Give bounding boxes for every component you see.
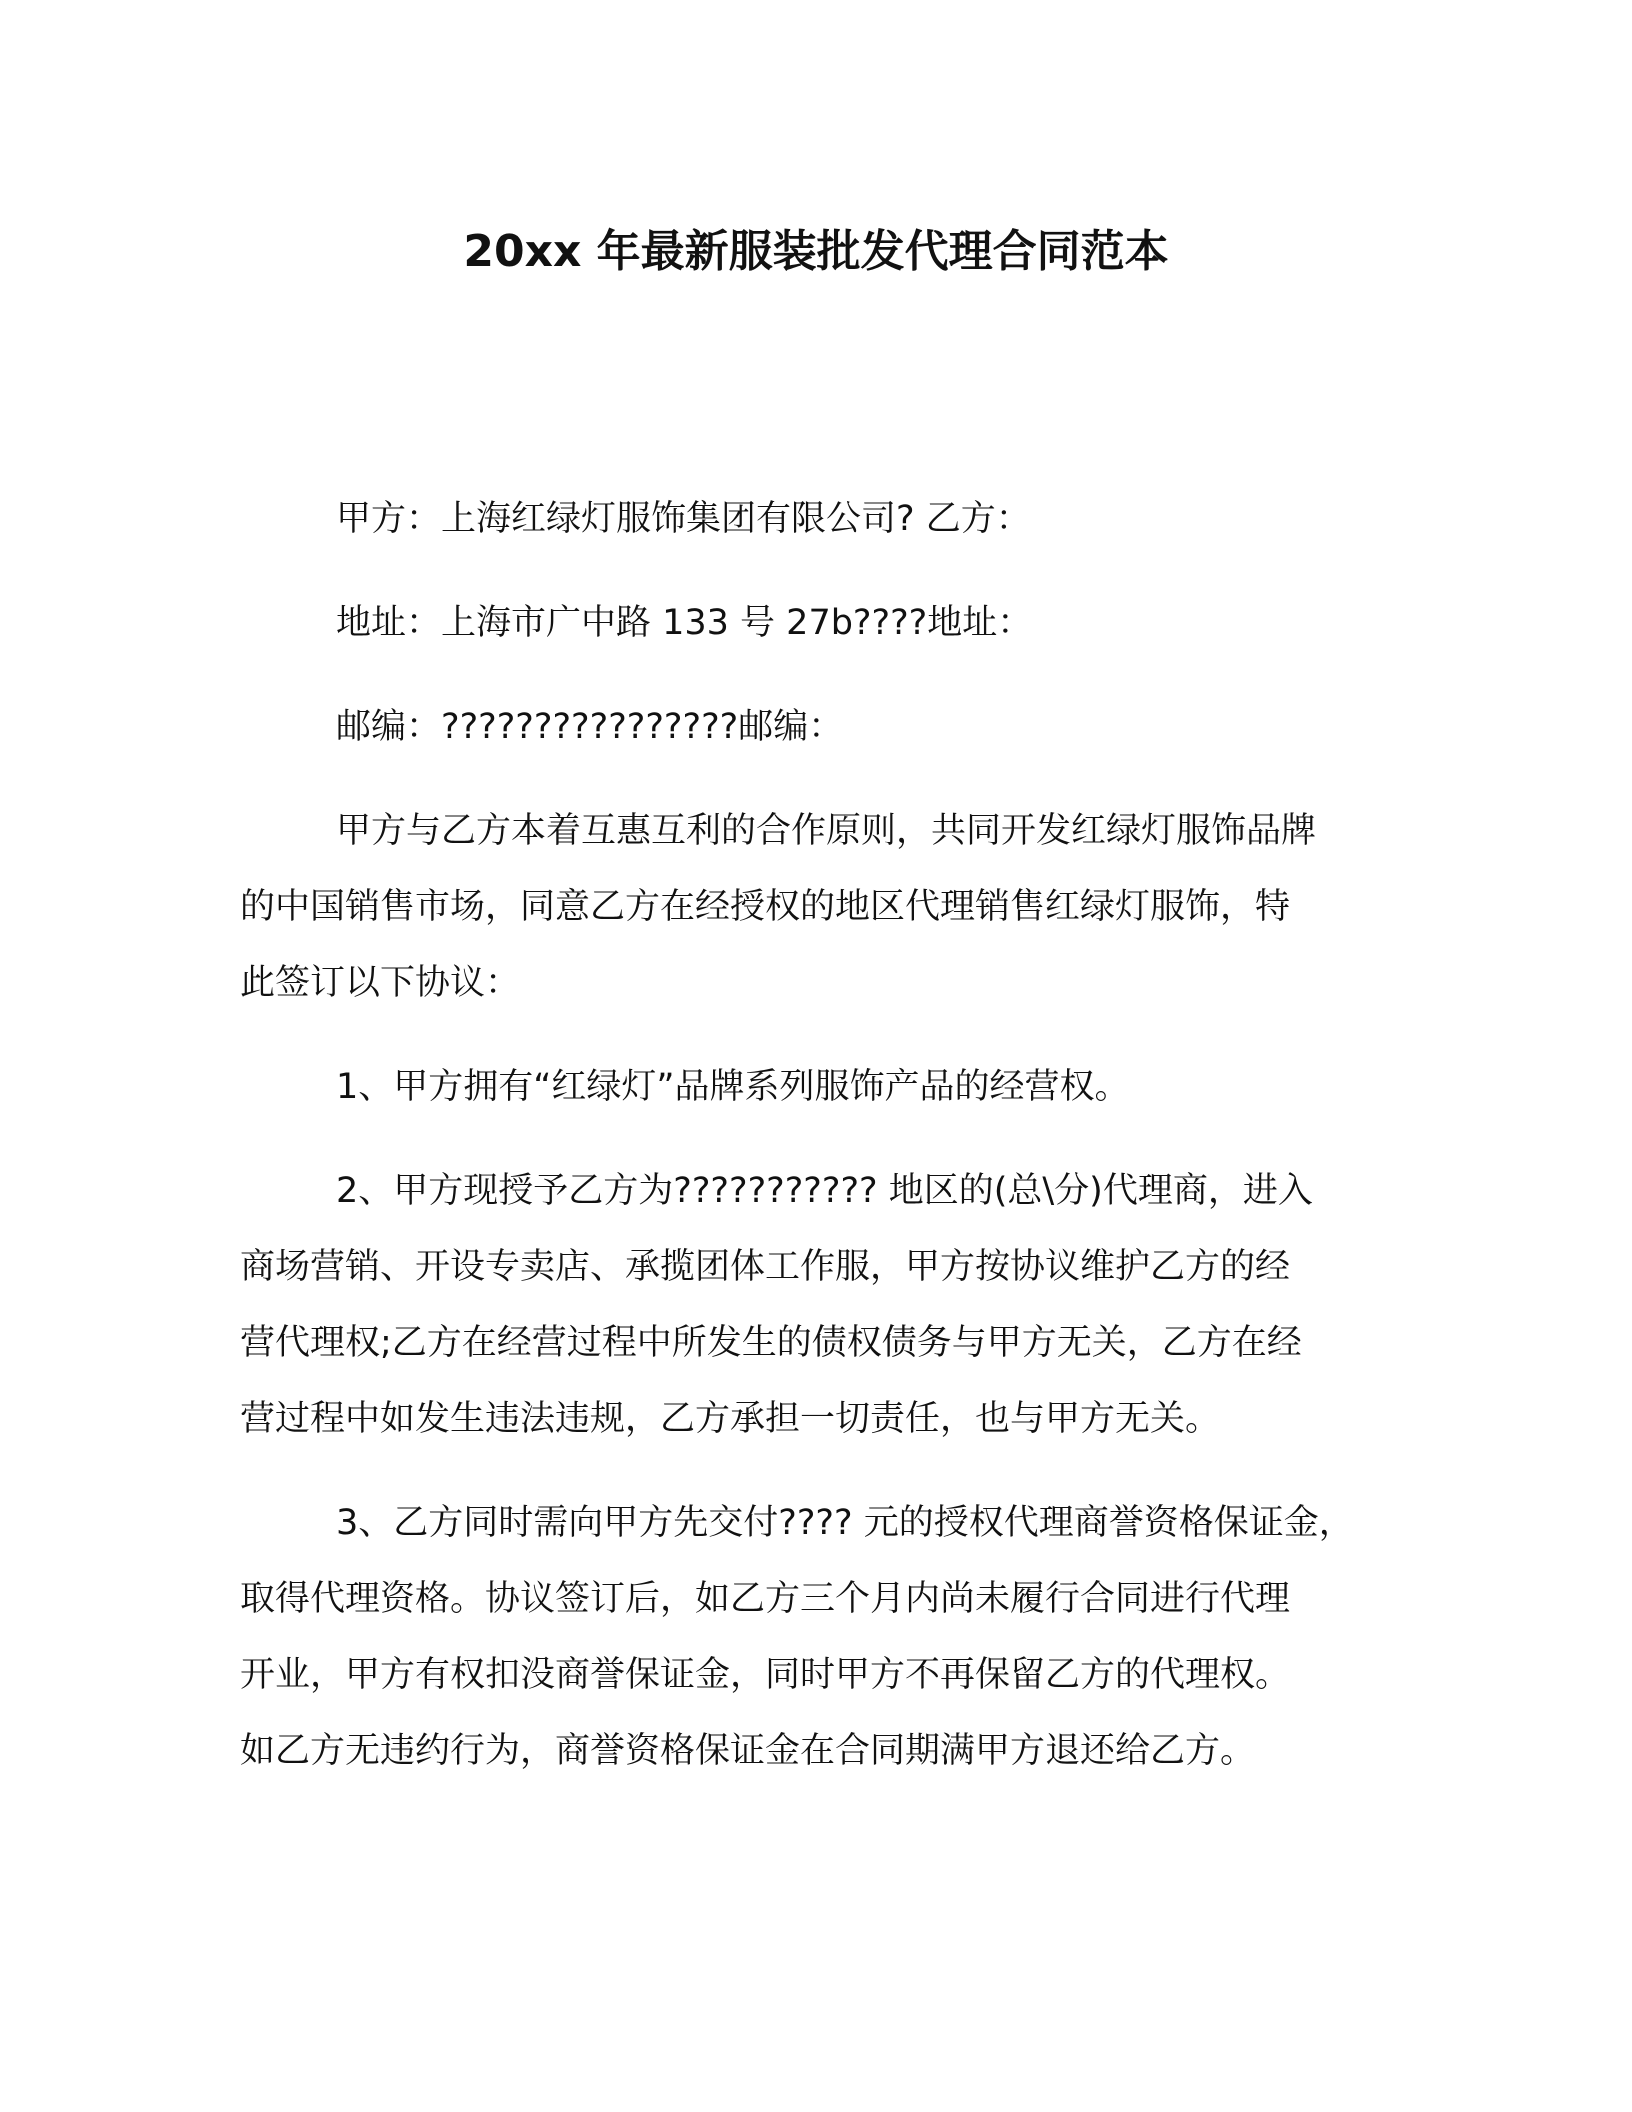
clause-3-line-1: 3、乙方同时需向甲方先交付???? 元的授权代理商誉资格保证金， bbox=[336, 1503, 1354, 1543]
intro-line-1: 甲方与乙方本着互惠互利的合作原则，共同开发红绿灯服饰品牌 bbox=[336, 811, 1317, 851]
intro-line-3: 此签订以下协议： bbox=[240, 963, 521, 1003]
intro-line-2: 的中国销售市场，同意乙方在经授权的地区代理销售红绿灯服饰，特 bbox=[240, 887, 1291, 927]
clause-3-line-3: 开业，甲方有权扣没商誉保证金，同时甲方不再保留乙方的代理权。 bbox=[240, 1655, 1291, 1695]
clause-3-line-2: 取得代理资格。协议签订后，如乙方三个月内尚未履行合同进行代理 bbox=[240, 1579, 1291, 1619]
postcode-line: 邮编：????????????????邮编： bbox=[336, 707, 844, 747]
address-line: 地址：上海市广中路 133 号 27b????地址： bbox=[336, 603, 1033, 643]
clause-2-line-1: 2、甲方现授予乙方为??????????? 地区的(总\分)代理商，进入 bbox=[336, 1171, 1313, 1211]
page-title: 20xx 年最新服装批发代理合同范本 bbox=[463, 226, 1169, 277]
party-a-line: 甲方：上海红绿灯服饰集团有限公司? 乙方： bbox=[336, 499, 1031, 539]
clause-3-line-4: 如乙方无违约行为，商誉资格保证金在合同期满甲方退还给乙方。 bbox=[240, 1731, 1256, 1771]
clause-2-line-4: 营过程中如发生违法违规，乙方承担一切责任，也与甲方无关。 bbox=[240, 1399, 1221, 1439]
clause-2-line-3: 营代理权;乙方在经营过程中所发生的债权债务与甲方无关，乙方在经 bbox=[240, 1323, 1302, 1363]
clause-2-line-2: 商场营销、开设专卖店、承揽团体工作服，甲方按协议维护乙方的经 bbox=[240, 1247, 1291, 1287]
clause-1-line-1: 1、甲方拥有“红绿灯”品牌系列服饰产品的经营权。 bbox=[336, 1067, 1130, 1107]
